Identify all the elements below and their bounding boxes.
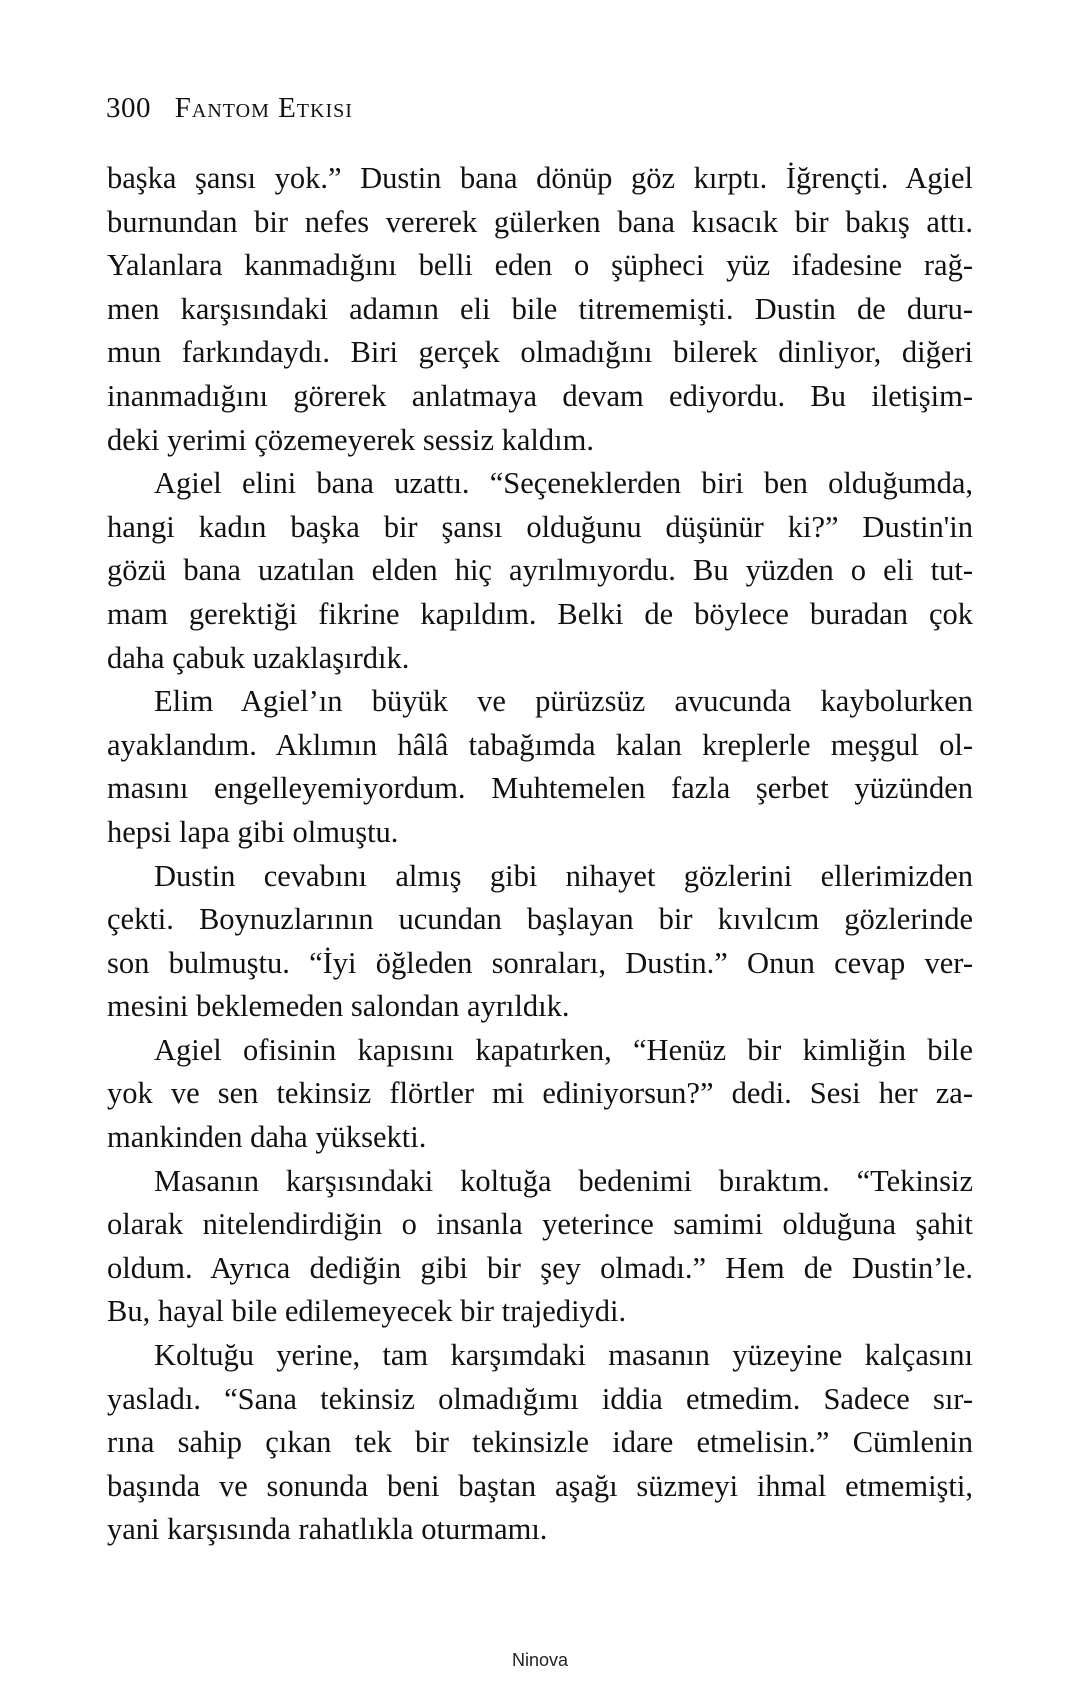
body-text — [107, 157, 973, 1552]
running-head — [106, 90, 353, 126]
text-line: yani karşısında rahatlıkla oturmamı. — [107, 1512, 548, 1547]
text-line: yok ve sen tekinsiz flörtler mi ediniyorsun?” dedi. Sesi her za- — [107, 1076, 973, 1111]
text-line: hepsi lapa gibi olmuştu. — [107, 814, 399, 849]
text-line: çekti. Boynuzlarının ucundan başlayan bir kıvılcım gözlerinde — [107, 902, 973, 937]
text-line: hangi kadın başka bir şansı olduğunu düşünür ki?” Dustin'in — [107, 509, 973, 544]
text-line: ayaklandım. Aklımın hâlâ tabağımda kalan kreplerle meşgul ol- — [107, 727, 973, 762]
text-line: deki yerimi çözemeyerek sessiz kaldım. — [107, 422, 594, 457]
text-line: mankinden daha yüksekti. — [107, 1120, 427, 1155]
text-line: olarak nitelendirdiğin o insanla yeterince samimi olduğuna şahit — [107, 1207, 973, 1242]
text-line: Agiel elini bana uzattı. “Seçeneklerden biri ben olduğumda, — [154, 466, 973, 501]
text-line: daha çabuk uzaklaşırdık. — [107, 640, 410, 675]
text-line: inanmadığını görerek anlatmaya devam ediyordu. Bu iletişim- — [107, 378, 973, 413]
page-number: 300 — [106, 92, 151, 124]
text-line: masını engelleyemiyordum. Muhtemelen fazla şerbet yüzünden — [107, 771, 973, 806]
text-line: mun farkındaydı. Biri gerçek olmadığını bilerek dinliyor, diğeri — [107, 335, 973, 370]
text-line: yasladı. “Sana tekinsiz olmadığımı iddia etmedim. Sadece sır- — [107, 1381, 973, 1416]
text-line: rına sahip çıkan tek bir tekinsizle idare etmelisin.” Cümlenin — [107, 1425, 973, 1460]
text-line: başında ve sonunda beni baştan aşağı süzmeyi ihmal etmemişti, — [107, 1468, 973, 1503]
book-title: Fantom Etkisi — [174, 92, 353, 124]
text-line: burnundan bir nefes vererek gülerken bana kısacık bir bakış attı. — [107, 204, 973, 239]
text-line: başka şansı yok.” Dustin bana dönüp göz kırptı. İğrençti. Agiel — [107, 161, 973, 195]
text-line: Yalanlara kanmadığını belli eden o şüpheci yüz ifadesine rağ- — [107, 248, 973, 283]
text-line: Masanın karşısındaki koltuğa bedenimi bıraktım. “Tekinsiz — [154, 1163, 973, 1198]
watermark: Ninova — [511, 1650, 569, 1670]
text-line: son bulmuştu. “İyi öğleden sonraları, Dustin.” Onun cevap ver- — [107, 945, 973, 980]
text-line: Bu, hayal bile edilemeyecek bir trajediydi. — [107, 1294, 627, 1329]
text-line: men karşısındaki adamın eli bile titrememişti. Dustin de duru- — [107, 291, 973, 326]
text-line: oldum. Ayrıca dediğin gibi bir şey olmadı.” Hem de Dustin’le. — [107, 1250, 973, 1285]
text-line: Elim Agiel’ın büyük ve pürüzsüz avucunda kaybolurken — [154, 684, 973, 719]
text-line: Koltuğu yerine, tam karşımdaki masanın yüzeyine kalçasını — [154, 1338, 973, 1373]
text-line: mam gerektiği fikrine kapıldım. Belki de böylece buradan çok — [107, 596, 973, 631]
text-line: mesini beklemeden salondan ayrıldık. — [107, 989, 570, 1024]
text-line: Agiel ofisinin kapısını kapatırken, “Henüz bir kimliğin bile — [154, 1032, 973, 1067]
text-line: gözü bana uzatılan elden hiç ayrılmıyordu. Bu yüzden o eli tut- — [107, 553, 973, 588]
text-line: Dustin cevabını almış gibi nihayet gözlerini ellerimizden — [154, 858, 973, 893]
